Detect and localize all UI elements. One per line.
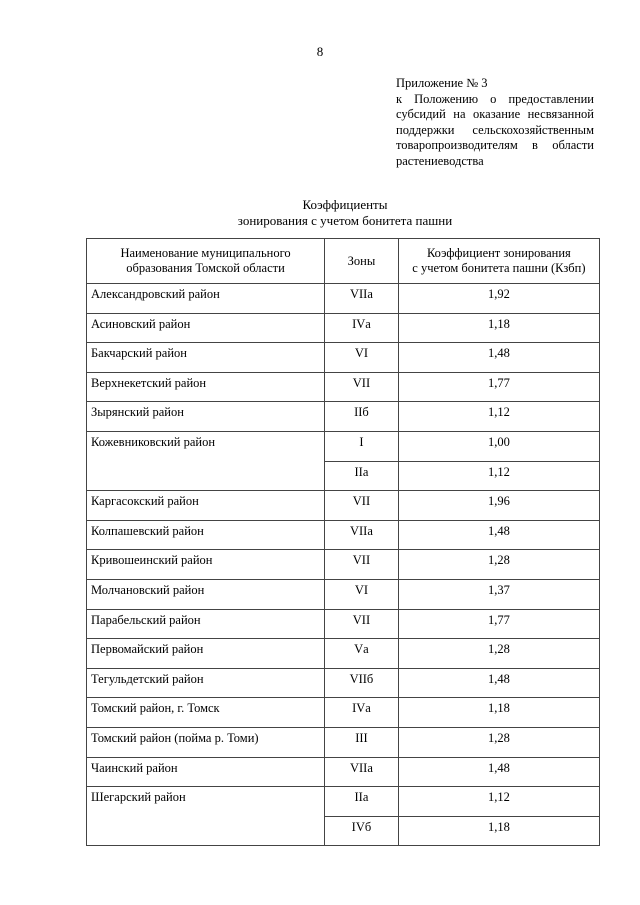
appendix-line: к Положению о предоставлении bbox=[396, 91, 594, 106]
zone-cell: VI bbox=[325, 343, 399, 373]
zone-cell: IIб bbox=[325, 402, 399, 432]
coefficients-table bbox=[86, 238, 600, 846]
table-row bbox=[87, 698, 600, 728]
appendix-line: товаропроизводителям в области bbox=[396, 138, 594, 152]
municipality-cell: Парабельский район bbox=[87, 609, 325, 639]
zone-cell: VI bbox=[325, 579, 399, 609]
coefficient-cell: 1,12 bbox=[398, 461, 599, 491]
table-row bbox=[87, 284, 600, 314]
municipality-cell: Томский район, г. Томск bbox=[87, 698, 325, 728]
page-number: 8 bbox=[316, 44, 324, 59]
municipality-cell: Молчановский район bbox=[87, 579, 325, 609]
zone-cell: VII bbox=[325, 491, 399, 521]
coefficient-cell: 1,28 bbox=[398, 727, 599, 757]
zone-cell: VII bbox=[325, 609, 399, 639]
coefficient-cell: 1,28 bbox=[398, 550, 599, 580]
municipality-cell: Первомайский район bbox=[87, 639, 325, 669]
appendix-title: Приложение № 3 bbox=[396, 76, 488, 90]
coefficient-cell: 1,77 bbox=[398, 609, 599, 639]
municipality-cell: Зырянский район bbox=[87, 402, 325, 432]
coefficient-cell: 1,48 bbox=[398, 520, 599, 550]
coefficient-cell: 1,12 bbox=[398, 787, 599, 817]
zone-cell: Vа bbox=[325, 639, 399, 669]
coefficient-cell: 1,12 bbox=[398, 402, 599, 432]
coefficient-cell: 1,48 bbox=[398, 343, 599, 373]
header-text: Наименование муниципального bbox=[120, 246, 291, 260]
table-row bbox=[87, 639, 600, 669]
coefficient-cell: 1,18 bbox=[398, 698, 599, 728]
appendix-line: поддержки сельскохозяйственным bbox=[396, 122, 594, 137]
coefficient-cell: 1,18 bbox=[398, 313, 599, 343]
zone-cell: VIIа bbox=[325, 757, 399, 787]
zone-cell: IVб bbox=[325, 816, 399, 846]
municipality-cell: Кожевниковский район bbox=[87, 431, 325, 490]
coefficient-cell: 1,48 bbox=[398, 757, 599, 787]
table-row bbox=[87, 402, 600, 432]
zone-cell: VIIа bbox=[325, 520, 399, 550]
municipality-cell: Асиновский район bbox=[87, 313, 325, 343]
table-row bbox=[87, 668, 600, 698]
appendix-line: субсидий на оказание несвязанной bbox=[396, 107, 594, 121]
coefficient-cell: 1,37 bbox=[398, 579, 599, 609]
coefficient-cell: 1,96 bbox=[398, 491, 599, 521]
municipality-cell: Верхнекетский район bbox=[87, 372, 325, 402]
table-title-line: зонирования с учетом бонитета пашни bbox=[237, 213, 453, 228]
zone-cell: IVа bbox=[325, 313, 399, 343]
municipality-cell: Каргасокский район bbox=[87, 491, 325, 521]
table-title-line: Коэффициенты bbox=[302, 197, 388, 212]
municipality-cell: Колпашевский район bbox=[87, 520, 325, 550]
table-row bbox=[87, 313, 600, 343]
table-row bbox=[87, 579, 600, 609]
zone-cell: III bbox=[325, 727, 399, 757]
municipality-cell: Кривошеинский район bbox=[87, 550, 325, 580]
zone-cell: VIIа bbox=[325, 284, 399, 314]
table-row bbox=[87, 491, 600, 521]
table-row bbox=[87, 372, 600, 402]
header-text: Коэффициент зонирования bbox=[426, 246, 571, 260]
zone-cell: VIIб bbox=[325, 668, 399, 698]
table-row bbox=[87, 520, 600, 550]
header-zones: Зоны bbox=[325, 239, 399, 284]
coefficient-cell: 1,77 bbox=[398, 372, 599, 402]
table-row bbox=[87, 431, 600, 461]
zone-cell: IIа bbox=[325, 461, 399, 491]
table-row bbox=[87, 757, 600, 787]
coefficient-cell: 1,00 bbox=[398, 431, 599, 461]
header-coefficient bbox=[398, 239, 599, 284]
header-municipality bbox=[87, 239, 325, 284]
zone-cell: VII bbox=[325, 372, 399, 402]
table-row bbox=[87, 787, 600, 817]
table-title bbox=[0, 197, 640, 229]
table-body bbox=[87, 284, 600, 846]
zone-cell: I bbox=[325, 431, 399, 461]
zone-cell: IIа bbox=[325, 787, 399, 817]
coefficient-cell: 1,28 bbox=[398, 639, 599, 669]
coefficient-cell: 1,18 bbox=[398, 816, 599, 846]
header-text: образования Томской области bbox=[126, 261, 285, 275]
zone-cell: IVа bbox=[325, 698, 399, 728]
appendix-note bbox=[396, 76, 594, 169]
municipality-cell: Александровский район bbox=[87, 284, 325, 314]
table-header-row bbox=[87, 239, 600, 284]
municipality-cell: Тегульдетский район bbox=[87, 668, 325, 698]
coefficient-cell: 1,92 bbox=[398, 284, 599, 314]
municipality-cell: Шегарский район bbox=[87, 787, 325, 846]
zone-cell: VII bbox=[325, 550, 399, 580]
table-row bbox=[87, 343, 600, 373]
appendix-line: растениеводства bbox=[396, 153, 484, 168]
table-row bbox=[87, 550, 600, 580]
municipality-cell: Бакчарский район bbox=[87, 343, 325, 373]
coefficient-cell: 1,48 bbox=[398, 668, 599, 698]
header-text: с учетом бонитета пашни (Кзбп) bbox=[412, 261, 586, 275]
table-row bbox=[87, 727, 600, 757]
municipality-cell: Томский район (пойма р. Томи) bbox=[87, 727, 325, 757]
table-row bbox=[87, 609, 600, 639]
municipality-cell: Чаинский район bbox=[87, 757, 325, 787]
